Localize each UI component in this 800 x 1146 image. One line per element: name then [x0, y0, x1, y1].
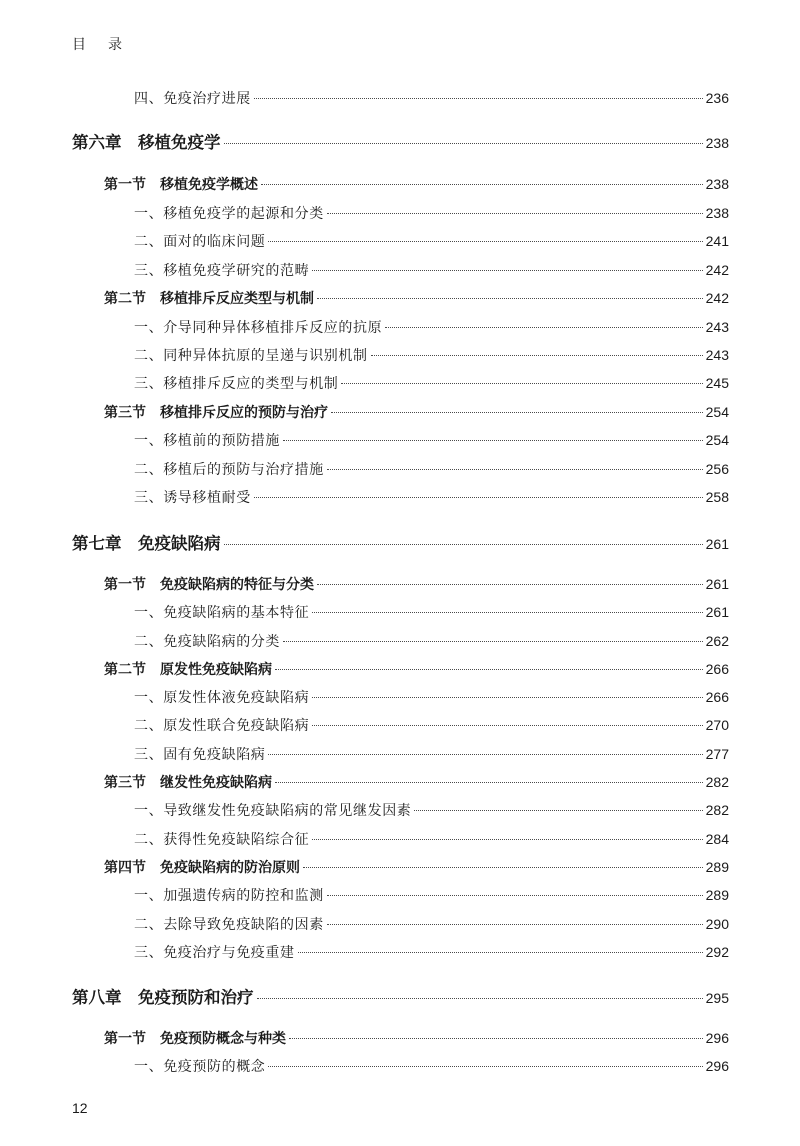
toc-entry-page-number: 243: [705, 347, 729, 363]
toc-entry-title: 一、免疫预防的概念: [134, 1059, 266, 1075]
dot-leader: [327, 924, 703, 925]
toc-entry-title: 一、原发性体液免疫缺陷病: [134, 690, 310, 706]
toc-entry-title: 第一节 移植免疫学概述: [104, 177, 258, 193]
dot-leader: [327, 469, 703, 470]
toc-entry-page-number: 266: [705, 689, 729, 705]
toc-entry-page-number: 282: [705, 774, 729, 790]
toc-entry-page-number: 238: [705, 205, 729, 221]
toc-entry-page-number: 284: [705, 831, 729, 847]
toc-entry-page-number: 241: [705, 233, 729, 249]
toc-entry-page-number: 238: [705, 176, 729, 192]
toc-chapter-entry[interactable]: [72, 988, 729, 1008]
toc-section-entry[interactable]: [104, 772, 729, 793]
toc-entry-page-number: 238: [705, 135, 729, 151]
dot-leader: [268, 1066, 702, 1067]
toc-entry-title: 一、介导同种异体移植排斥反应的抗原: [134, 320, 383, 336]
toc-item-entry[interactable]: [134, 487, 729, 508]
toc-entry-title: 二、去除导致免疫缺陷的因素: [134, 917, 324, 933]
toc-entry-page-number: 254: [705, 432, 729, 448]
toc-item-entry[interactable]: [134, 317, 729, 338]
toc-entry-title: 第七章 免疫缺陷病: [72, 534, 221, 553]
toc-entry-title: 二、面对的临床问题: [134, 234, 266, 250]
toc-item-entry[interactable]: [134, 631, 729, 652]
toc-entry-title: 第二节 原发性免疫缺陷病: [104, 662, 272, 678]
toc-entry-page-number: 289: [705, 859, 729, 875]
toc-entry-page-number: 242: [705, 290, 729, 306]
running-header-part1: 目: [72, 37, 86, 53]
toc-entry-title: 三、移植免疫学研究的范畴: [134, 263, 310, 279]
dot-leader: [341, 383, 702, 384]
dot-leader: [254, 497, 703, 498]
toc-entry-title: 三、诱导移植耐受: [134, 490, 251, 506]
dot-leader: [275, 782, 703, 783]
dot-leader: [275, 669, 703, 670]
toc-item-entry[interactable]: [134, 744, 729, 765]
dot-leader: [283, 440, 703, 441]
toc-section-entry[interactable]: [104, 1028, 729, 1049]
toc-entry-page-number: 258: [705, 489, 729, 505]
toc-entry-page-number: 292: [705, 944, 729, 960]
toc-item-entry[interactable]: [134, 829, 729, 850]
toc-item-entry[interactable]: [134, 88, 729, 109]
toc-item-entry[interactable]: [134, 260, 729, 281]
dot-leader: [298, 952, 703, 953]
running-header: [72, 34, 122, 54]
toc-entry-page-number: 261: [705, 576, 729, 592]
dot-leader: [224, 544, 703, 545]
toc-entry-page-number: 266: [705, 661, 729, 677]
toc-entry-title: 一、免疫缺陷病的基本特征: [134, 605, 310, 621]
toc-item-entry[interactable]: [134, 459, 729, 480]
toc-item-entry[interactable]: [134, 602, 729, 623]
toc-section-entry[interactable]: [104, 402, 729, 423]
dot-leader: [303, 867, 703, 868]
toc-entry-title: 第三节 继发性免疫缺陷病: [104, 775, 272, 791]
toc-chapter-entry[interactable]: [72, 534, 729, 554]
dot-leader: [317, 584, 703, 585]
dot-leader: [331, 412, 703, 413]
toc-section-entry[interactable]: [104, 857, 729, 878]
toc-chapter-entry[interactable]: [72, 133, 729, 153]
toc-entry-title: 第四节 免疫缺陷病的防治原则: [104, 860, 300, 876]
toc-entry-title: 第八章 免疫预防和治疗: [72, 988, 254, 1007]
toc-entry-page-number: 236: [705, 90, 729, 106]
toc-entry-page-number: 277: [705, 746, 729, 762]
toc-entry-title: 二、原发性联合免疫缺陷病: [134, 718, 310, 734]
toc-item-entry[interactable]: [134, 800, 729, 821]
toc-entry-page-number: 245: [705, 375, 729, 391]
toc-entry-page-number: 254: [705, 404, 729, 420]
toc-entry-page-number: 261: [705, 536, 729, 552]
toc-item-entry[interactable]: [134, 885, 729, 906]
toc-entry-page-number: 242: [705, 262, 729, 278]
toc-entry-title: 一、加强遗传病的防控和监测: [134, 888, 324, 904]
dot-leader: [289, 1038, 703, 1039]
toc-entry-title: 四、免疫治疗进展: [134, 91, 251, 107]
toc-entry-title: 第一节 免疫预防概念与种类: [104, 1031, 286, 1047]
toc-entry-title: 三、免疫治疗与免疫重建: [134, 945, 295, 961]
toc-entry-page-number: 290: [705, 916, 729, 932]
toc-entry-title: 第一节 免疫缺陷病的特征与分类: [104, 577, 314, 593]
toc-entry-title: 二、获得性免疫缺陷综合征: [134, 832, 310, 848]
toc-item-entry[interactable]: [134, 1056, 729, 1077]
toc-section-entry[interactable]: [104, 174, 729, 195]
dot-leader: [283, 641, 703, 642]
dot-leader: [268, 754, 702, 755]
dot-leader: [312, 697, 702, 698]
dot-leader: [224, 143, 703, 144]
toc-entry-page-number: 296: [705, 1058, 729, 1074]
toc-entry-page-number: 270: [705, 717, 729, 733]
toc-section-entry[interactable]: [104, 288, 729, 309]
dot-leader: [312, 725, 702, 726]
toc-entry-page-number: 256: [705, 461, 729, 477]
dot-leader: [327, 895, 703, 896]
toc-entry-page-number: 262: [705, 633, 729, 649]
toc-entry-title: 三、固有免疫缺陷病: [134, 747, 266, 763]
toc-item-entry[interactable]: [134, 687, 729, 708]
toc-entry-page-number: 261: [705, 604, 729, 620]
dot-leader: [312, 612, 702, 613]
toc-entry-title: 二、免疫缺陷病的分类: [134, 634, 280, 650]
toc-item-entry[interactable]: [134, 914, 729, 935]
dot-leader: [414, 810, 702, 811]
dot-leader: [268, 241, 702, 242]
toc-item-entry[interactable]: [134, 203, 729, 224]
dot-leader: [317, 298, 703, 299]
toc-entry-title: 二、移植后的预防与治疗措施: [134, 462, 324, 478]
toc-entry-page-number: 295: [705, 990, 729, 1006]
toc-entry-title: 一、移植前的预防措施: [134, 433, 280, 449]
toc-entry-title: 一、导致继发性免疫缺陷病的常见继发因素: [134, 803, 412, 819]
running-header-part2: 录: [108, 37, 122, 53]
toc-entry-page-number: 243: [705, 319, 729, 335]
toc-section-entry[interactable]: [104, 659, 729, 680]
dot-leader: [385, 327, 702, 328]
toc-item-entry[interactable]: [134, 430, 729, 451]
dot-leader: [312, 270, 702, 271]
toc-entry-title: 二、同种异体抗原的呈递与识别机制: [134, 348, 368, 364]
dot-leader: [371, 355, 703, 356]
toc-entry-page-number: 282: [705, 802, 729, 818]
dot-leader: [254, 98, 703, 99]
toc-entry-title: 第六章 移植免疫学: [72, 133, 221, 152]
toc-item-entry[interactable]: [134, 231, 729, 252]
dot-leader: [327, 213, 703, 214]
toc-item-entry[interactable]: [134, 345, 729, 366]
toc-entry-title: 三、移植排斥反应的类型与机制: [134, 376, 339, 392]
toc-item-entry[interactable]: [134, 373, 729, 394]
toc-entry-page-number: 296: [705, 1030, 729, 1046]
toc-section-entry[interactable]: [104, 574, 729, 595]
toc-entry-page-number: 289: [705, 887, 729, 903]
page-number: 12: [72, 1100, 88, 1116]
toc-entry-title: 第二节 移植排斥反应类型与机制: [104, 291, 314, 307]
toc-item-entry[interactable]: [134, 715, 729, 736]
dot-leader: [257, 998, 703, 999]
toc-item-entry[interactable]: [134, 942, 729, 963]
toc-entry-title: 一、移植免疫学的起源和分类: [134, 206, 324, 222]
toc-entry-title: 第三节 移植排斥反应的预防与治疗: [104, 405, 328, 421]
dot-leader: [312, 839, 702, 840]
dot-leader: [261, 184, 703, 185]
